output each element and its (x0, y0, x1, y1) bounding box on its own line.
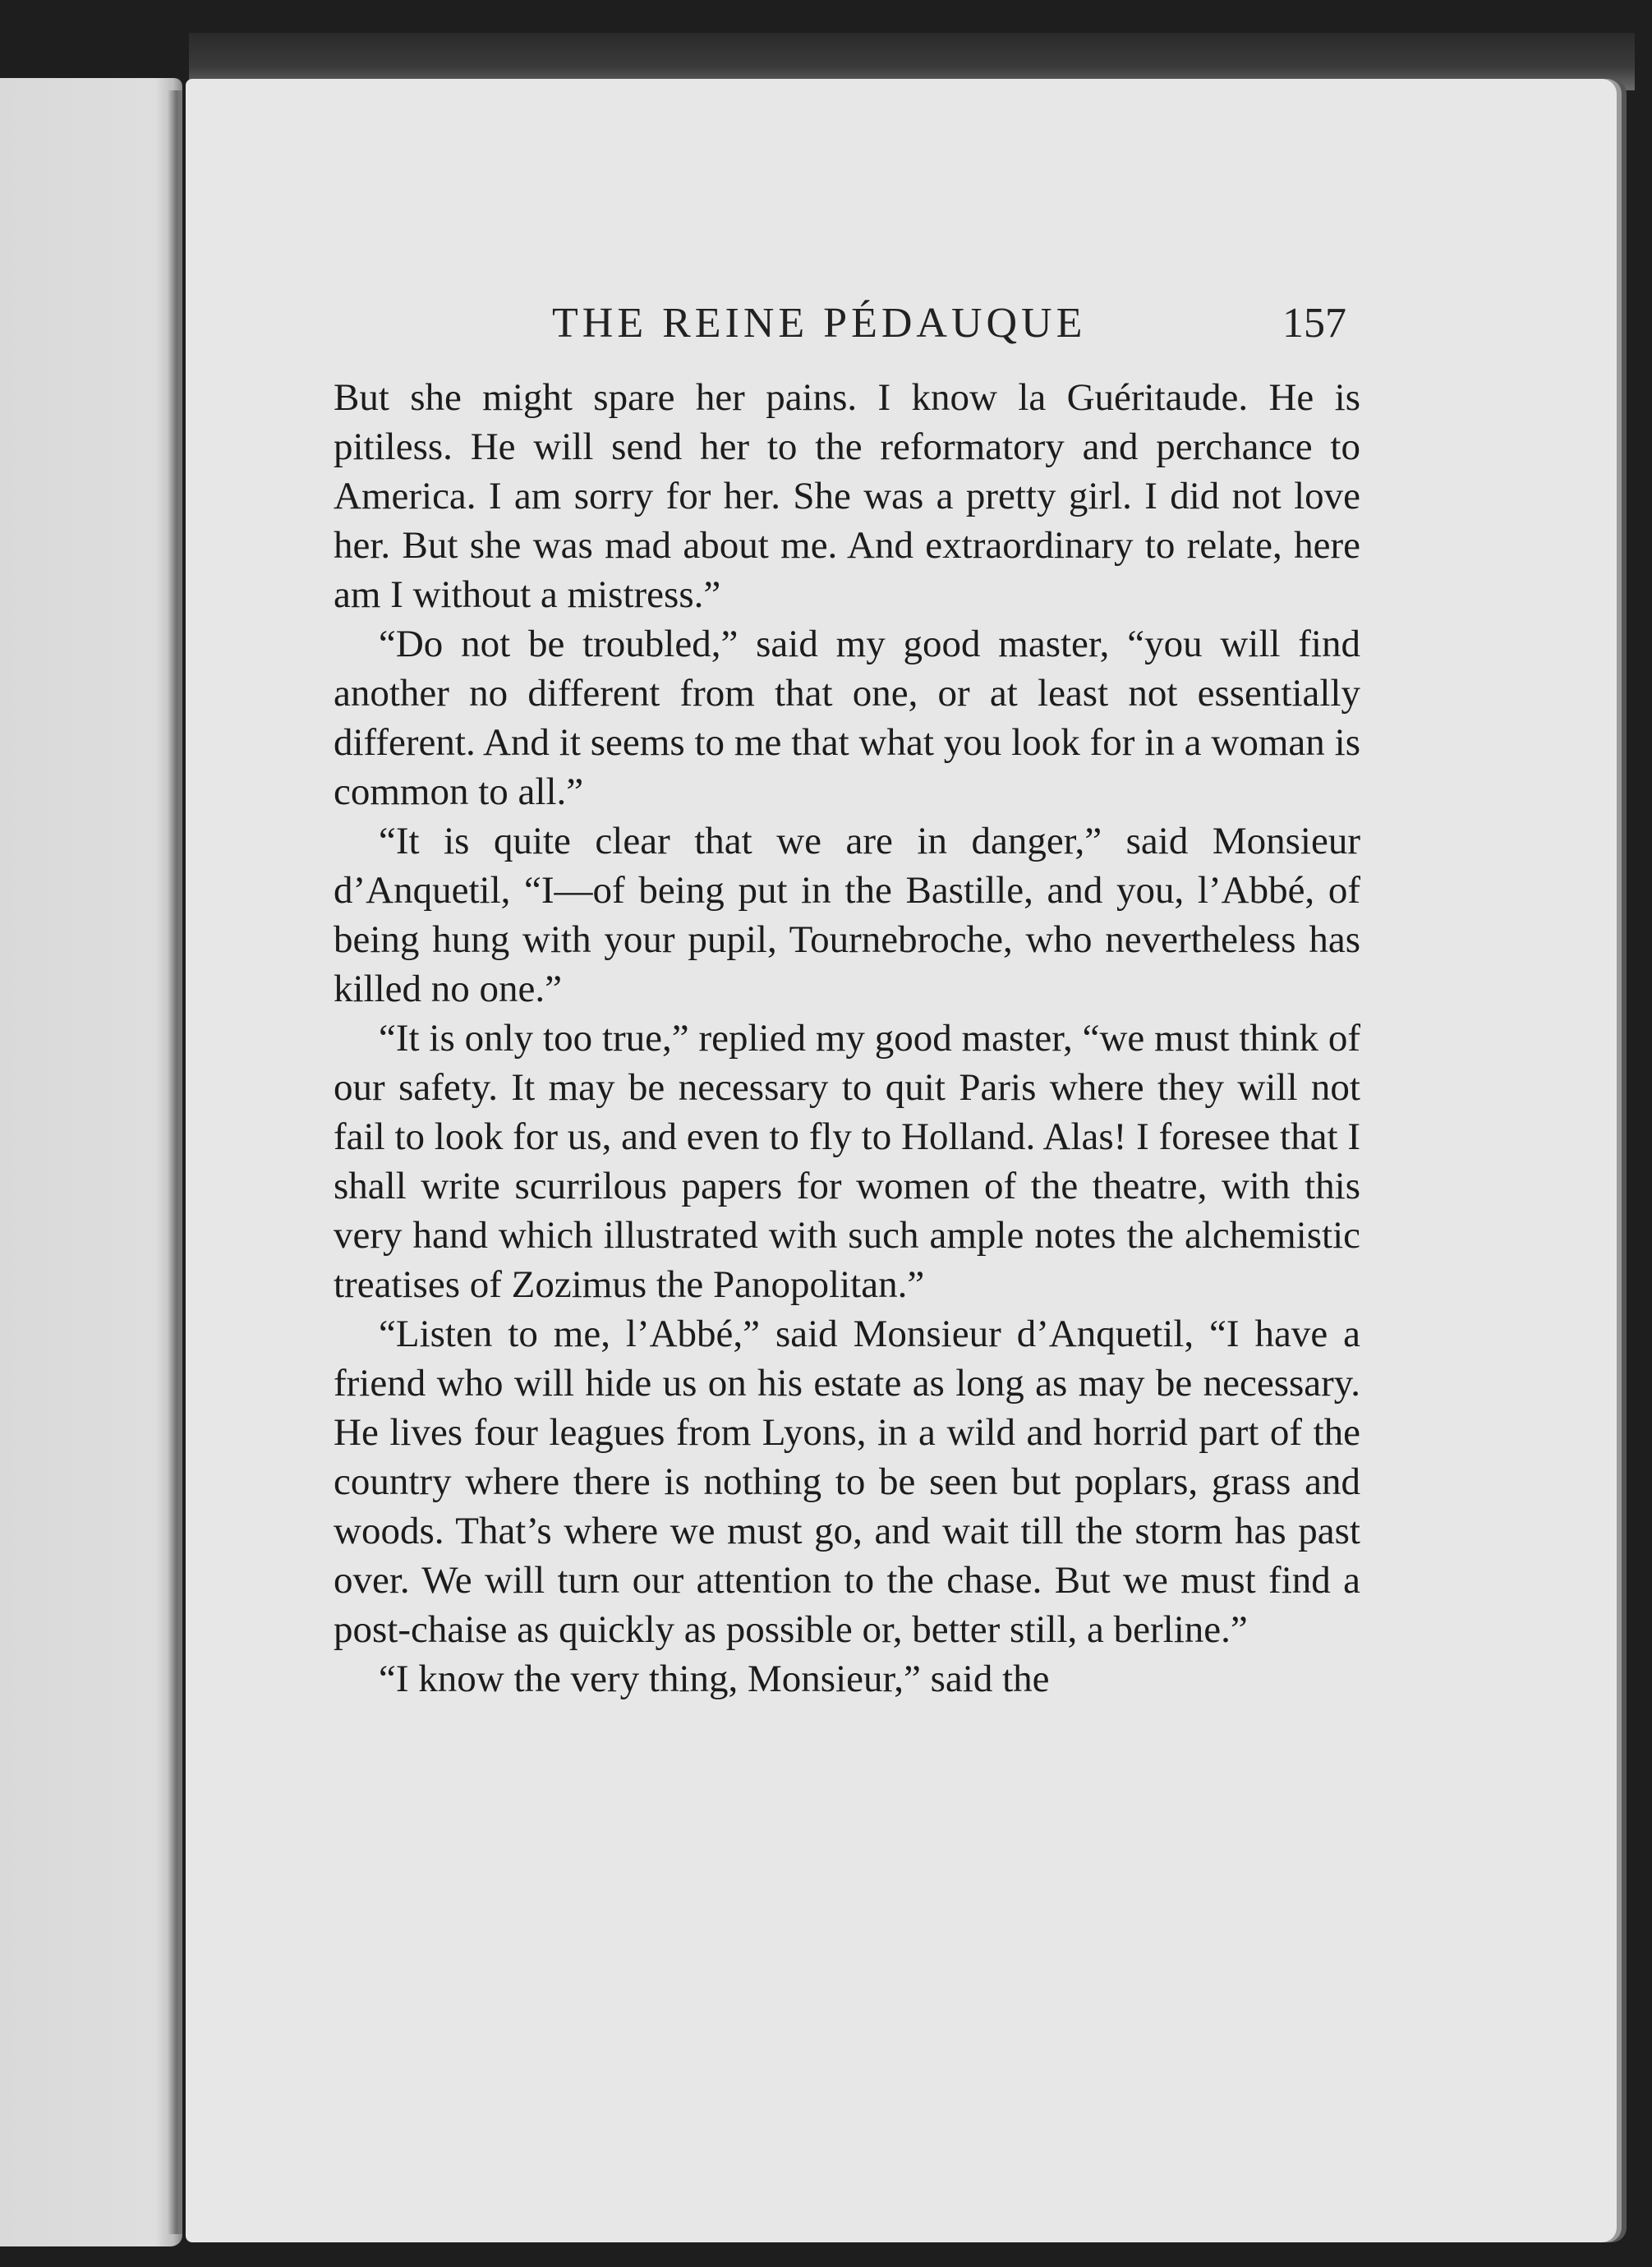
book-gutter (168, 90, 182, 2234)
paragraph: “It is only too true,” replied my good master, “we must think of our safety. It may be necessary to quit Paris where they will not fail to look for us, and even to fly to Holland. Alas! I foresee that I shall write scurrilous papers for women of the theatre, with this very hand which illustrated with such ample notes the alchemistic treatises of Zozimus the Panopolitan.” (334, 1017, 1360, 1306)
body-text (334, 373, 1360, 1704)
paragraph: But she might spare her pains. I know la Guéritaude. He is pitiless. He will send her to the reformatory and perchance to America. I am sorry for her. She was a pretty girl. I did not love her. But she was mad about me. And extraordinary to relate, here am I without a mistress.” (334, 376, 1360, 616)
book-page (186, 79, 1617, 2242)
paragraph: “Listen to me, l’Abbé,” said Monsieur d’Anquetil, “I have a friend who will hide us on his estate as long as may be necessary. He lives four leagues from Lyons, in a wild and horrid part of the country where there is nothing to be seen but poplars, grass and woods. That’s where we must go, and wait till the storm has past over. We will turn our attention to the chase. But we must find a post-chaise as quickly as possible or, better still, a berline.” (334, 1313, 1360, 1651)
page-number: 157 (1282, 300, 1346, 347)
facing-page-edge (0, 78, 182, 2246)
paragraph: “It is quite clear that we are in danger,” said Monsieur d’Anquetil, “I—of being put in the Bastille, and you, l’Abbé, of being hung with your pupil, Tournebroche, who nevertheless has killed no one.” (334, 820, 1360, 1010)
paragraph: “I know the very thing, Monsieur,” said the (379, 1658, 1050, 1700)
paragraph: “Do not be troubled,” said my good master, “you will find another no different from that one, or at least not essentially different. And it seems to me that what you look for in a woman is common to all.” (334, 623, 1360, 813)
running-title: THE REINE PÉDAUQUE (552, 300, 1087, 347)
page-header (186, 299, 1617, 356)
